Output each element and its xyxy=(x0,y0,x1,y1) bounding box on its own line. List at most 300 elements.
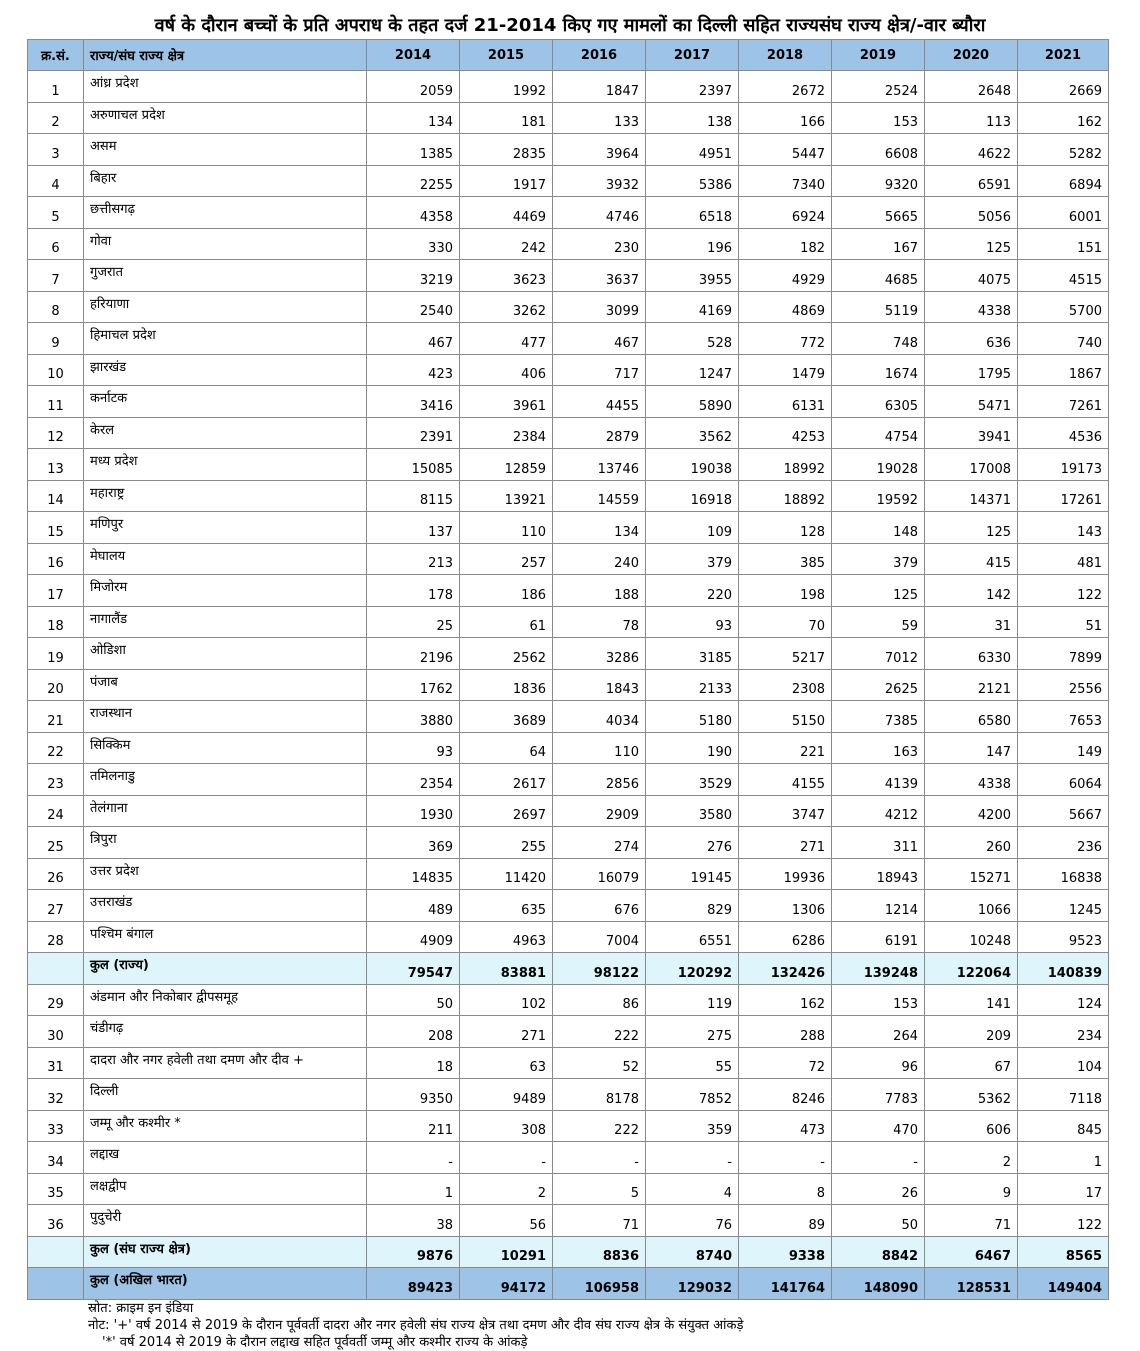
case-count-cell: 4 xyxy=(646,1173,739,1205)
case-count-cell: 51 xyxy=(1018,606,1109,638)
case-count-cell: 18992 xyxy=(739,449,832,481)
serial-number: 22 xyxy=(28,732,84,764)
region-name: चंडीगढ़ xyxy=(84,1016,367,1048)
serial-number: 11 xyxy=(28,386,84,418)
case-count-cell: 2196 xyxy=(367,638,460,670)
case-count-cell: 1245 xyxy=(1018,890,1109,922)
case-count-cell: 274 xyxy=(553,827,646,859)
case-count-cell: 829 xyxy=(646,890,739,922)
case-count-cell: 359 xyxy=(646,1110,739,1142)
case-count-cell: 149 xyxy=(1018,732,1109,764)
case-count-cell: 102 xyxy=(460,984,553,1016)
case-count-cell: 489 xyxy=(367,890,460,922)
case-count-cell: 4469 xyxy=(460,197,553,229)
case-count-cell: 14559 xyxy=(553,480,646,512)
case-count-cell: 6001 xyxy=(1018,197,1109,229)
case-count-cell: 143 xyxy=(1018,512,1109,544)
case-count-cell: 6894 xyxy=(1018,165,1109,197)
case-count-cell: 2524 xyxy=(832,71,925,103)
case-count-cell: 10291 xyxy=(460,1236,553,1268)
case-count-cell: 5665 xyxy=(832,197,925,229)
table-row xyxy=(28,1173,1109,1205)
serial-number: 35 xyxy=(28,1173,84,1205)
serial-number: 14 xyxy=(28,480,84,512)
case-count-cell: 406 xyxy=(460,354,553,386)
table-row xyxy=(28,165,1109,197)
region-name: झारखंड xyxy=(84,354,367,386)
page-title: वर्ष के दौरान बच्चों के प्रति अपराध के तहत दर्ज 21-2014 किए गए मामलों का दिल्ली सहित राज्यसंघ राज्य क्षेत्र/-वार ब्यौरा xyxy=(154,15,986,36)
serial-number: 19 xyxy=(28,638,84,670)
case-count-cell: 18943 xyxy=(832,858,925,890)
case-count-cell: 230 xyxy=(553,228,646,260)
case-count-cell: 133 xyxy=(553,102,646,134)
case-count-cell: 141764 xyxy=(739,1268,832,1300)
case-count-cell: 134 xyxy=(367,102,460,134)
case-count-cell: 8246 xyxy=(739,1079,832,1111)
case-count-cell: 71 xyxy=(925,1205,1018,1237)
serial-number: 20 xyxy=(28,669,84,701)
case-count-cell: 3529 xyxy=(646,764,739,796)
serial-number: 10 xyxy=(28,354,84,386)
serial-number: 32 xyxy=(28,1079,84,1111)
table-row xyxy=(28,606,1109,638)
case-count-cell: 4155 xyxy=(739,764,832,796)
case-count-cell: 236 xyxy=(1018,827,1109,859)
case-count-cell: 7653 xyxy=(1018,701,1109,733)
case-count-cell: 6191 xyxy=(832,921,925,953)
case-count-cell: 6608 xyxy=(832,134,925,166)
table-row xyxy=(28,386,1109,418)
case-count-cell: 2 xyxy=(925,1142,1018,1174)
case-count-cell: 5 xyxy=(553,1173,646,1205)
case-count-cell: 635 xyxy=(460,890,553,922)
case-count-cell: 5890 xyxy=(646,386,739,418)
case-count-cell: 5471 xyxy=(925,386,1018,418)
case-count-cell: 4358 xyxy=(367,197,460,229)
case-count-cell: 5362 xyxy=(925,1079,1018,1111)
case-count-cell: 18892 xyxy=(739,480,832,512)
case-count-cell: 198 xyxy=(739,575,832,607)
case-count-cell: 67 xyxy=(925,1047,1018,1079)
case-count-cell: 125 xyxy=(832,575,925,607)
case-count-cell: 196 xyxy=(646,228,739,260)
case-count-cell: 2384 xyxy=(460,417,553,449)
case-count-cell: 76 xyxy=(646,1205,739,1237)
case-count-cell: 467 xyxy=(367,323,460,355)
case-count-cell: 128531 xyxy=(925,1268,1018,1300)
case-count-cell: 122064 xyxy=(925,953,1018,985)
serial-number xyxy=(28,1268,84,1300)
table-row xyxy=(28,1047,1109,1079)
serial-number: 6 xyxy=(28,228,84,260)
case-count-cell: 271 xyxy=(739,827,832,859)
case-count-cell: 16079 xyxy=(553,858,646,890)
case-count-cell: 4622 xyxy=(925,134,1018,166)
case-count-cell: 257 xyxy=(460,543,553,575)
case-count-cell: 4200 xyxy=(925,795,1018,827)
subtotal-row xyxy=(28,953,1109,985)
table-row xyxy=(28,1016,1109,1048)
region-name: तमिलनाडु xyxy=(84,764,367,796)
case-count-cell: 2255 xyxy=(367,165,460,197)
case-count-cell: 9876 xyxy=(367,1236,460,1268)
serial-number: 26 xyxy=(28,858,84,890)
case-count-cell: 6131 xyxy=(739,386,832,418)
case-count-cell: 415 xyxy=(925,543,1018,575)
case-count-cell: 19038 xyxy=(646,449,739,481)
case-count-cell: 122 xyxy=(1018,1205,1109,1237)
case-count-cell: - xyxy=(646,1142,739,1174)
case-count-cell: 3580 xyxy=(646,795,739,827)
region-name: लद्दाख xyxy=(84,1142,367,1174)
header-year: 2020 xyxy=(925,40,1018,71)
case-count-cell: 64 xyxy=(460,732,553,764)
table-row xyxy=(28,638,1109,670)
table-row xyxy=(28,858,1109,890)
case-count-cell: 4909 xyxy=(367,921,460,953)
case-count-cell: 1930 xyxy=(367,795,460,827)
case-count-cell: 9 xyxy=(925,1173,1018,1205)
serial-number: 36 xyxy=(28,1205,84,1237)
case-count-cell: 1843 xyxy=(553,669,646,701)
case-count-cell: 308 xyxy=(460,1110,553,1142)
case-count-cell: 676 xyxy=(553,890,646,922)
table-row xyxy=(28,1079,1109,1111)
case-count-cell: 1479 xyxy=(739,354,832,386)
case-count-cell: 3961 xyxy=(460,386,553,418)
serial-number: 7 xyxy=(28,260,84,292)
case-count-cell: 636 xyxy=(925,323,1018,355)
header-sr: क्र.सं. xyxy=(28,40,84,71)
serial-number xyxy=(28,953,84,985)
case-count-cell: 55 xyxy=(646,1047,739,1079)
serial-number: 27 xyxy=(28,890,84,922)
case-count-cell: 125 xyxy=(925,228,1018,260)
case-count-cell: 70 xyxy=(739,606,832,638)
case-count-cell: 2672 xyxy=(739,71,832,103)
case-count-cell: 6591 xyxy=(925,165,1018,197)
case-count-cell: 260 xyxy=(925,827,1018,859)
table-row xyxy=(28,827,1109,859)
case-count-cell: 113 xyxy=(925,102,1018,134)
case-count-cell: 11420 xyxy=(460,858,553,890)
case-count-cell: 467 xyxy=(553,323,646,355)
case-count-cell: 8740 xyxy=(646,1236,739,1268)
case-count-cell: 255 xyxy=(460,827,553,859)
serial-number: 16 xyxy=(28,543,84,575)
case-count-cell: 4951 xyxy=(646,134,739,166)
case-count-cell: 104 xyxy=(1018,1047,1109,1079)
case-count-cell: 7012 xyxy=(832,638,925,670)
region-name: महाराष्ट्र xyxy=(84,480,367,512)
case-count-cell: - xyxy=(367,1142,460,1174)
region-name: गुजरात xyxy=(84,260,367,292)
case-count-cell: 271 xyxy=(460,1016,553,1048)
case-count-cell: 93 xyxy=(367,732,460,764)
table-row xyxy=(28,921,1109,953)
case-count-cell: 5386 xyxy=(646,165,739,197)
case-count-cell: 1306 xyxy=(739,890,832,922)
case-count-cell: 3185 xyxy=(646,638,739,670)
case-count-cell: 56 xyxy=(460,1205,553,1237)
case-count-cell: 4338 xyxy=(925,764,1018,796)
case-count-cell: 3562 xyxy=(646,417,739,449)
case-count-cell: 13746 xyxy=(553,449,646,481)
case-count-cell: 188 xyxy=(553,575,646,607)
case-count-cell: 3689 xyxy=(460,701,553,733)
case-count-cell: 211 xyxy=(367,1110,460,1142)
case-count-cell: 140839 xyxy=(1018,953,1109,985)
case-count-cell: 3955 xyxy=(646,260,739,292)
region-name: मेघालय xyxy=(84,543,367,575)
case-count-cell: 4075 xyxy=(925,260,1018,292)
serial-number: 21 xyxy=(28,701,84,733)
serial-number: 2 xyxy=(28,102,84,134)
case-count-cell: 3637 xyxy=(553,260,646,292)
note-plus: नोट: '+' वर्ष 2014 से 2019 के दौरान पूर्ववर्ती दादरा और नगर हवेली संघ राज्य क्षेत्र तथा दमण और दीव संघ राज्य क्षेत्र के संयुक्त आंकड़े xyxy=(88,1318,744,1333)
case-count-cell: 379 xyxy=(646,543,739,575)
case-count-cell: 9489 xyxy=(460,1079,553,1111)
serial-number: 30 xyxy=(28,1016,84,1048)
table-row xyxy=(28,197,1109,229)
case-count-cell: 4754 xyxy=(832,417,925,449)
header-year: 2018 xyxy=(739,40,832,71)
case-count-cell: 1385 xyxy=(367,134,460,166)
table-row xyxy=(28,323,1109,355)
case-count-cell: 5667 xyxy=(1018,795,1109,827)
serial-number: 3 xyxy=(28,134,84,166)
case-count-cell: 4963 xyxy=(460,921,553,953)
case-count-cell: 79547 xyxy=(367,953,460,985)
case-count-cell: 4746 xyxy=(553,197,646,229)
case-count-cell: 4139 xyxy=(832,764,925,796)
case-count-cell: 162 xyxy=(1018,102,1109,134)
case-count-cell: 2540 xyxy=(367,291,460,323)
serial-number: 25 xyxy=(28,827,84,859)
case-count-cell: 4455 xyxy=(553,386,646,418)
case-count-cell: 6924 xyxy=(739,197,832,229)
case-count-cell: 5217 xyxy=(739,638,832,670)
case-count-cell: 132426 xyxy=(739,953,832,985)
region-name: जम्मू और कश्मीर * xyxy=(84,1110,367,1142)
grand-total-row xyxy=(28,1268,1109,1300)
serial-number: 34 xyxy=(28,1142,84,1174)
serial-number xyxy=(28,1236,84,1268)
serial-number: 33 xyxy=(28,1110,84,1142)
case-count-cell: 4685 xyxy=(832,260,925,292)
serial-number: 24 xyxy=(28,795,84,827)
case-count-cell: 2879 xyxy=(553,417,646,449)
case-count-cell: 6305 xyxy=(832,386,925,418)
case-count-cell: 7899 xyxy=(1018,638,1109,670)
case-count-cell: 167 xyxy=(832,228,925,260)
table-row xyxy=(28,1142,1109,1174)
case-count-cell: 369 xyxy=(367,827,460,859)
table-row xyxy=(28,512,1109,544)
region-name: दादरा और नगर हवेली तथा दमण और दीव + xyxy=(84,1047,367,1079)
header-year: 2015 xyxy=(460,40,553,71)
region-name: मणिपुर xyxy=(84,512,367,544)
region-name: अंडमान और निकोबार द्वीपसमूह xyxy=(84,984,367,1016)
case-count-cell: 240 xyxy=(553,543,646,575)
case-count-cell: 72 xyxy=(739,1047,832,1079)
case-count-cell: 119 xyxy=(646,984,739,1016)
case-count-cell: 2308 xyxy=(739,669,832,701)
case-count-cell: 139248 xyxy=(832,953,925,985)
case-count-cell: 12859 xyxy=(460,449,553,481)
case-count-cell: 311 xyxy=(832,827,925,859)
table-row xyxy=(28,449,1109,481)
case-count-cell: 9338 xyxy=(739,1236,832,1268)
serial-number: 29 xyxy=(28,984,84,1016)
table-header-row xyxy=(28,40,1109,71)
table-row xyxy=(28,984,1109,1016)
region-name: पुदुचेरी xyxy=(84,1205,367,1237)
serial-number: 5 xyxy=(28,197,84,229)
table-row xyxy=(28,354,1109,386)
case-count-cell: 7118 xyxy=(1018,1079,1109,1111)
case-count-cell: 110 xyxy=(553,732,646,764)
case-count-cell: 149404 xyxy=(1018,1268,1109,1300)
case-count-cell: 379 xyxy=(832,543,925,575)
case-count-cell: 213 xyxy=(367,543,460,575)
serial-number: 9 xyxy=(28,323,84,355)
case-count-cell: 151 xyxy=(1018,228,1109,260)
case-count-cell: 8565 xyxy=(1018,1236,1109,1268)
subtotal-row xyxy=(28,1236,1109,1268)
case-count-cell: 275 xyxy=(646,1016,739,1048)
case-count-cell: 1 xyxy=(1018,1142,1109,1174)
case-count-cell: 5119 xyxy=(832,291,925,323)
case-count-cell: 3286 xyxy=(553,638,646,670)
case-count-cell: 148 xyxy=(832,512,925,544)
table-row xyxy=(28,543,1109,575)
case-count-cell: 385 xyxy=(739,543,832,575)
case-count-cell: 2909 xyxy=(553,795,646,827)
case-count-cell: 3099 xyxy=(553,291,646,323)
table-row xyxy=(28,1205,1109,1237)
case-count-cell: 142 xyxy=(925,575,1018,607)
case-count-cell: 6467 xyxy=(925,1236,1018,1268)
region-name: छत्तीसगढ़ xyxy=(84,197,367,229)
case-count-cell: 276 xyxy=(646,827,739,859)
case-count-cell: 19936 xyxy=(739,858,832,890)
case-count-cell: 9350 xyxy=(367,1079,460,1111)
case-count-cell: 138 xyxy=(646,102,739,134)
case-count-cell: 7261 xyxy=(1018,386,1109,418)
case-count-cell: 86 xyxy=(553,984,646,1016)
case-count-cell: 59 xyxy=(832,606,925,638)
case-count-cell: 17261 xyxy=(1018,480,1109,512)
serial-number: 18 xyxy=(28,606,84,638)
case-count-cell: 50 xyxy=(367,984,460,1016)
case-count-cell: 31 xyxy=(925,606,1018,638)
region-name: राजस्थान xyxy=(84,701,367,733)
case-count-cell: 15085 xyxy=(367,449,460,481)
case-count-cell: - xyxy=(553,1142,646,1174)
case-count-cell: 1795 xyxy=(925,354,1018,386)
case-count-cell: 3623 xyxy=(460,260,553,292)
serial-number: 17 xyxy=(28,575,84,607)
case-count-cell: 18 xyxy=(367,1047,460,1079)
header-year: 2019 xyxy=(832,40,925,71)
note-star: '*' वर्ष 2014 से 2019 के दौरान लद्दाख सहित पूर्ववर्ती जम्मू और कश्मीर राज्य के आंकड़े xyxy=(102,1335,528,1350)
case-count-cell: 1 xyxy=(367,1173,460,1205)
case-count-cell: 1214 xyxy=(832,890,925,922)
case-count-cell: 9523 xyxy=(1018,921,1109,953)
region-name: सिक्किम xyxy=(84,732,367,764)
table-row xyxy=(28,764,1109,796)
case-count-cell: 6064 xyxy=(1018,764,1109,796)
region-name: ओडिशा xyxy=(84,638,367,670)
header-name: राज्य/संघ राज्य क्षेत्र xyxy=(84,40,367,71)
case-count-cell: 52 xyxy=(553,1047,646,1079)
case-count-cell: 122 xyxy=(1018,575,1109,607)
case-count-cell: 6580 xyxy=(925,701,1018,733)
case-count-cell: 124 xyxy=(1018,984,1109,1016)
case-count-cell: 5447 xyxy=(739,134,832,166)
region-name: मध्य प्रदेश xyxy=(84,449,367,481)
region-name: अरुणाचल प्रदेश xyxy=(84,102,367,134)
case-count-cell: 17 xyxy=(1018,1173,1109,1205)
case-count-cell: 19173 xyxy=(1018,449,1109,481)
crime-data-table xyxy=(27,39,1109,1300)
region-name: कुल (अखिल भारत) xyxy=(84,1268,367,1300)
case-count-cell: 25 xyxy=(367,606,460,638)
serial-number: 15 xyxy=(28,512,84,544)
case-count-cell: 166 xyxy=(739,102,832,134)
case-count-cell: 4169 xyxy=(646,291,739,323)
serial-number: 28 xyxy=(28,921,84,953)
case-count-cell: 473 xyxy=(739,1110,832,1142)
region-name: बिहार xyxy=(84,165,367,197)
serial-number: 23 xyxy=(28,764,84,796)
case-count-cell: 234 xyxy=(1018,1016,1109,1048)
case-count-cell: 477 xyxy=(460,323,553,355)
table-row xyxy=(28,260,1109,292)
table-row xyxy=(28,134,1109,166)
case-count-cell: 2562 xyxy=(460,638,553,670)
case-count-cell: 93 xyxy=(646,606,739,638)
case-count-cell: 4212 xyxy=(832,795,925,827)
case-count-cell: 182 xyxy=(739,228,832,260)
region-name: उत्तर प्रदेश xyxy=(84,858,367,890)
case-count-cell: 6518 xyxy=(646,197,739,229)
case-count-cell: 137 xyxy=(367,512,460,544)
table-row xyxy=(28,732,1109,764)
header-year: 2017 xyxy=(646,40,739,71)
case-count-cell: 3416 xyxy=(367,386,460,418)
case-count-cell: 6551 xyxy=(646,921,739,953)
serial-number: 31 xyxy=(28,1047,84,1079)
case-count-cell: 740 xyxy=(1018,323,1109,355)
region-name: कुल (संघ राज्य क्षेत्र) xyxy=(84,1236,367,1268)
case-count-cell: 220 xyxy=(646,575,739,607)
case-count-cell: 2697 xyxy=(460,795,553,827)
case-count-cell: 78 xyxy=(553,606,646,638)
case-count-cell: 221 xyxy=(739,732,832,764)
case-count-cell: 264 xyxy=(832,1016,925,1048)
case-count-cell: 470 xyxy=(832,1110,925,1142)
region-name: लक्षद्वीप xyxy=(84,1173,367,1205)
region-name: दिल्ली xyxy=(84,1079,367,1111)
case-count-cell: 96 xyxy=(832,1047,925,1079)
case-count-cell: 50 xyxy=(832,1205,925,1237)
case-count-cell: 4034 xyxy=(553,701,646,733)
table-row xyxy=(28,701,1109,733)
table-row xyxy=(28,795,1109,827)
case-count-cell: 1867 xyxy=(1018,354,1109,386)
